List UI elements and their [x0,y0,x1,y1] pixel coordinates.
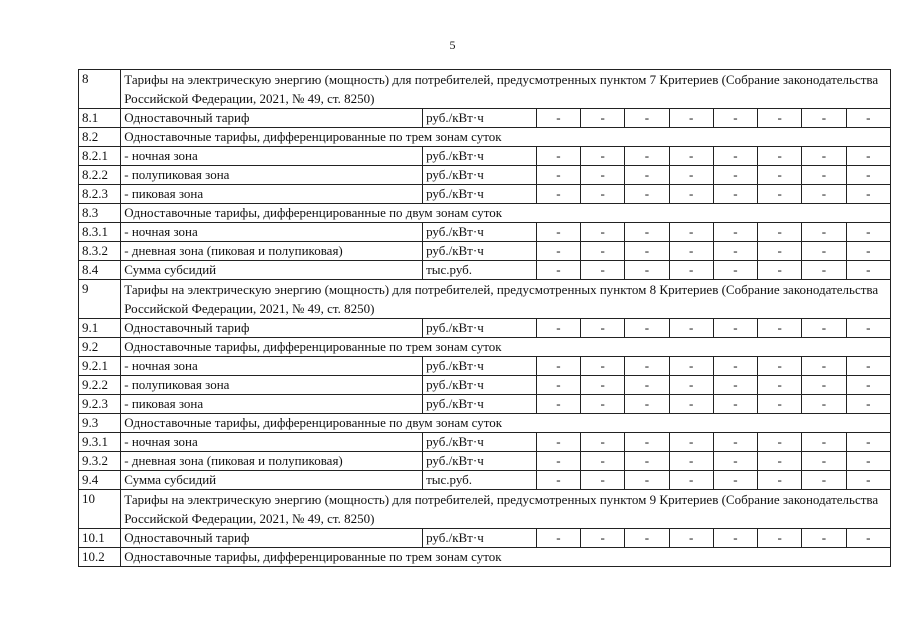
row-number: 9.3 [79,414,121,433]
value-cell: - [625,261,669,280]
row-unit: руб./кВт·ч [423,166,537,185]
table-row-data [79,395,891,414]
value-cell: - [581,261,625,280]
value-cell: - [669,261,713,280]
row-unit: руб./кВт·ч [423,242,537,261]
value-cell: - [669,433,713,452]
value-cell: - [713,433,757,452]
row-number: 9.2.2 [79,376,121,395]
value-cell: - [713,223,757,242]
value-cell: - [758,109,802,128]
value-cell: - [758,357,802,376]
row-number: 8.2.2 [79,166,121,185]
row-name: - полупиковая зона [121,166,423,185]
value-cell: - [758,395,802,414]
value-cell: - [581,166,625,185]
value-cell: - [625,166,669,185]
value-cell: - [802,395,846,414]
value-cell: - [669,452,713,471]
value-cell: - [846,109,890,128]
value-cell: - [581,223,625,242]
value-cell: - [802,452,846,471]
value-cell: - [625,452,669,471]
value-cell: - [713,471,757,490]
row-unit: руб./кВт·ч [423,223,537,242]
value-cell: - [713,395,757,414]
row-name: - полупиковая зона [121,376,423,395]
value-cell: - [802,242,846,261]
value-cell: - [758,223,802,242]
value-cell: - [846,185,890,204]
section-title: Тарифы на электрическую энергию (мощность) для потребителей, предусмотренных пунктом 8 Критериев (Собрание законодательства Российской Федерации, 2021, № 49, ст. 8250) [121,280,891,319]
value-cell: - [846,376,890,395]
value-cell: - [536,109,580,128]
value-cell: - [536,529,580,548]
value-cell: - [581,242,625,261]
value-cell: - [713,242,757,261]
row-unit: руб./кВт·ч [423,529,537,548]
group-title: Одноставочные тарифы, дифференцированные по трем зонам суток [121,548,891,567]
table-row-section [79,70,891,109]
row-unit: руб./кВт·ч [423,433,537,452]
value-cell: - [713,319,757,338]
section-title: Тарифы на электрическую энергию (мощность) для потребителей, предусмотренных пунктом 7 Критериев (Собрание законодательства Российской Федерации, 2021, № 49, ст. 8250) [121,70,891,109]
group-title: Одноставочные тарифы, дифференцированные по двум зонам суток [121,204,891,223]
value-cell: - [625,185,669,204]
row-name: - дневная зона (пиковая и полупиковая) [121,452,423,471]
tariff-table-body [79,70,891,567]
value-cell: - [625,319,669,338]
row-name: Одноставочный тариф [121,109,423,128]
value-cell: - [846,319,890,338]
row-number: 8 [79,70,121,109]
value-cell: - [802,185,846,204]
value-cell: - [625,433,669,452]
value-cell: - [536,261,580,280]
value-cell: - [669,376,713,395]
value-cell: - [846,433,890,452]
value-cell: - [802,319,846,338]
row-number: 8.4 [79,261,121,280]
table-row-data [79,261,891,280]
table-row-section [79,280,891,319]
value-cell: - [625,395,669,414]
value-cell: - [846,357,890,376]
value-cell: - [802,166,846,185]
value-cell: - [846,223,890,242]
table-row-data [79,529,891,548]
group-title: Одноставочные тарифы, дифференцированные по трем зонам суток [121,338,891,357]
value-cell: - [669,223,713,242]
value-cell: - [669,185,713,204]
row-number: 8.3 [79,204,121,223]
table-row-group [79,204,891,223]
row-name: - дневная зона (пиковая и полупиковая) [121,242,423,261]
table-row-data [79,242,891,261]
value-cell: - [846,261,890,280]
value-cell: - [802,223,846,242]
value-cell: - [758,471,802,490]
row-number: 9.1 [79,319,121,338]
value-cell: - [846,529,890,548]
value-cell: - [581,185,625,204]
table-row-data [79,319,891,338]
table-row-data [79,376,891,395]
value-cell: - [713,261,757,280]
value-cell: - [758,185,802,204]
value-cell: - [536,376,580,395]
value-cell: - [669,471,713,490]
row-unit: руб./кВт·ч [423,147,537,166]
row-name: Сумма субсидий [121,261,423,280]
value-cell: - [846,452,890,471]
tariff-table [78,69,891,567]
table-row-data [79,109,891,128]
value-cell: - [802,529,846,548]
value-cell: - [758,452,802,471]
row-name: - ночная зона [121,223,423,242]
value-cell: - [581,395,625,414]
value-cell: - [758,166,802,185]
table-row-data [79,223,891,242]
value-cell: - [802,471,846,490]
value-cell: - [536,357,580,376]
row-number: 9.2 [79,338,121,357]
section-title: Тарифы на электрическую энергию (мощность) для потребителей, предусмотренных пунктом 9 Критериев (Собрание законодательства Российской Федерации, 2021, № 49, ст. 8250) [121,490,891,529]
value-cell: - [536,166,580,185]
row-number: 9.2.3 [79,395,121,414]
value-cell: - [713,166,757,185]
value-cell: - [713,109,757,128]
table-row-data [79,147,891,166]
value-cell: - [758,376,802,395]
value-cell: - [713,357,757,376]
value-cell: - [802,433,846,452]
value-cell: - [846,147,890,166]
value-cell: - [846,395,890,414]
table-row-group [79,128,891,147]
row-name: - пиковая зона [121,185,423,204]
value-cell: - [581,109,625,128]
value-cell: - [581,452,625,471]
value-cell: - [669,147,713,166]
row-number: 8.1 [79,109,121,128]
value-cell: - [758,261,802,280]
row-number: 10.1 [79,529,121,548]
row-unit: руб./кВт·ч [423,185,537,204]
value-cell: - [625,376,669,395]
table-row-data [79,166,891,185]
table-row-group [79,548,891,567]
row-unit: руб./кВт·ч [423,395,537,414]
value-cell: - [669,109,713,128]
value-cell: - [625,357,669,376]
row-unit: тыс.руб. [423,471,537,490]
table-row-data [79,357,891,376]
row-number: 9.3.1 [79,433,121,452]
table-row-group [79,414,891,433]
table-row-data [79,433,891,452]
value-cell: - [536,452,580,471]
group-title: Одноставочные тарифы, дифференцированные по двум зонам суток [121,414,891,433]
row-unit: тыс.руб. [423,261,537,280]
row-unit: руб./кВт·ч [423,319,537,338]
value-cell: - [536,433,580,452]
row-name: - ночная зона [121,433,423,452]
value-cell: - [625,529,669,548]
value-cell: - [625,109,669,128]
value-cell: - [625,147,669,166]
value-cell: - [581,471,625,490]
value-cell: - [758,433,802,452]
value-cell: - [669,166,713,185]
row-name: - ночная зона [121,147,423,166]
row-number: 8.2 [79,128,121,147]
value-cell: - [536,319,580,338]
value-cell: - [581,376,625,395]
row-name: Сумма субсидий [121,471,423,490]
value-cell: - [669,529,713,548]
value-cell: - [669,395,713,414]
row-number: 8.3.1 [79,223,121,242]
value-cell: - [802,357,846,376]
table-row-data [79,452,891,471]
row-number: 9 [79,280,121,319]
table-row-group [79,338,891,357]
row-number: 10 [79,490,121,529]
value-cell: - [713,452,757,471]
value-cell: - [758,529,802,548]
value-cell: - [625,223,669,242]
row-unit: руб./кВт·ч [423,376,537,395]
value-cell: - [713,185,757,204]
row-name: Одноставочный тариф [121,529,423,548]
row-number: 9.3.2 [79,452,121,471]
value-cell: - [536,147,580,166]
row-number: 8.2.3 [79,185,121,204]
row-number: 9.4 [79,471,121,490]
value-cell: - [846,166,890,185]
value-cell: - [758,147,802,166]
value-cell: - [536,471,580,490]
row-number: 8.2.1 [79,147,121,166]
value-cell: - [802,376,846,395]
value-cell: - [802,261,846,280]
value-cell: - [581,319,625,338]
row-name: - пиковая зона [121,395,423,414]
value-cell: - [536,185,580,204]
value-cell: - [713,376,757,395]
value-cell: - [581,357,625,376]
value-cell: - [581,147,625,166]
row-unit: руб./кВт·ч [423,357,537,376]
row-unit: руб./кВт·ч [423,109,537,128]
row-name: Одноставочный тариф [121,319,423,338]
row-number: 8.3.2 [79,242,121,261]
value-cell: - [846,471,890,490]
value-cell: - [581,433,625,452]
table-row-section [79,490,891,529]
value-cell: - [669,319,713,338]
page-number: 5 [449,38,456,52]
value-cell: - [802,147,846,166]
value-cell: - [536,395,580,414]
table-row-data [79,471,891,490]
value-cell: - [536,223,580,242]
row-name: - ночная зона [121,357,423,376]
row-number: 9.2.1 [79,357,121,376]
value-cell: - [625,471,669,490]
value-cell: - [669,242,713,261]
value-cell: - [536,242,580,261]
value-cell: - [802,109,846,128]
value-cell: - [625,242,669,261]
value-cell: - [758,242,802,261]
value-cell: - [758,319,802,338]
value-cell: - [669,357,713,376]
value-cell: - [846,242,890,261]
row-unit: руб./кВт·ч [423,452,537,471]
table-row-data [79,185,891,204]
value-cell: - [581,529,625,548]
value-cell: - [713,147,757,166]
value-cell: - [713,529,757,548]
group-title: Одноставочные тарифы, дифференцированные по трем зонам суток [121,128,891,147]
row-number: 10.2 [79,548,121,567]
